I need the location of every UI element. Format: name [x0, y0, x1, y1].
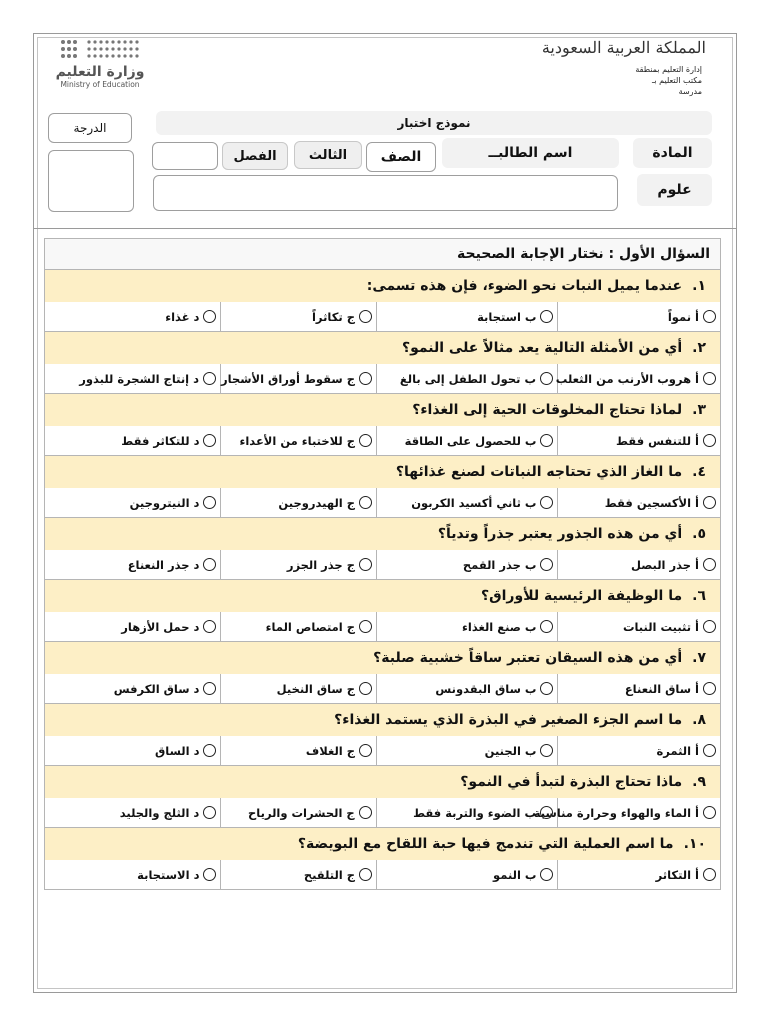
question-text: ما الغاز الذي تحتاجه النباتات لصنع غذائها؟	[395, 464, 683, 480]
option-label: أ نمواً	[667, 309, 699, 324]
options-row-6	[44, 612, 721, 642]
option-label: د الساق	[155, 743, 200, 758]
option-label: ج الهيدروجين	[278, 495, 356, 510]
section-label-box	[222, 142, 288, 170]
options-row-2	[44, 364, 721, 394]
option-c[interactable]	[220, 488, 376, 517]
option-label: أ جذر البصل	[630, 557, 699, 572]
option-label: ج للاختباء من الأعداء	[239, 433, 356, 448]
radio-circle-icon[interactable]	[203, 558, 216, 571]
radio-circle-icon[interactable]	[359, 744, 372, 757]
option-label: أ تثبيت النبات	[622, 619, 699, 634]
option-label: د النيتروجين	[129, 495, 200, 510]
question-10	[44, 828, 721, 860]
option-label: أ الثمرة	[656, 743, 699, 758]
class-label-box	[366, 142, 436, 172]
radio-circle-icon[interactable]	[359, 868, 372, 881]
option-c[interactable]	[220, 612, 376, 641]
option-d[interactable]	[45, 736, 220, 765]
option-a[interactable]	[557, 426, 720, 455]
option-label: ب ساق البقدونس	[435, 681, 537, 696]
options-row-1	[44, 302, 721, 332]
question-text: ما اسم الجزء الصغير في البذرة الذي يستمد الغذاء؟	[334, 712, 683, 728]
radio-circle-icon[interactable]	[359, 620, 372, 633]
kingdom-title: المملكة العربية السعودية	[541, 38, 706, 57]
radio-circle-icon[interactable]	[359, 372, 372, 385]
question-text: ماذا تحتاج البذرة لتبدأ في النمو؟	[460, 774, 683, 790]
option-c[interactable]	[220, 736, 376, 765]
question-number: ٢.	[692, 340, 706, 356]
question-text: ما الوظيفة الرئيسية للأوراق؟	[481, 588, 683, 604]
question-8	[44, 704, 721, 736]
option-b[interactable]	[376, 612, 557, 641]
option-a[interactable]	[557, 550, 720, 579]
section-input-box[interactable]	[152, 142, 218, 170]
question-number: ٣.	[692, 402, 706, 418]
option-label: ب النمو	[493, 867, 537, 882]
option-label: أ للتنفس فقط	[615, 433, 699, 448]
option-label: د الثلج والجليد	[119, 805, 200, 820]
radio-circle-icon[interactable]	[203, 620, 216, 633]
radio-circle-icon[interactable]	[703, 744, 716, 757]
option-b[interactable]	[376, 426, 557, 455]
radio-circle-icon[interactable]	[540, 558, 553, 571]
option-label: ج جذر الجزر	[286, 557, 356, 572]
option-label: ب صنع الغذاء	[462, 619, 537, 634]
option-a[interactable]	[557, 612, 720, 641]
option-label: د حمل الأزهار	[121, 619, 200, 634]
ministry-logo-icon	[57, 38, 143, 62]
radio-circle-icon[interactable]	[703, 372, 716, 385]
option-d[interactable]	[45, 426, 220, 455]
option-label: أ الماء والهواء وحرارة مناسبة	[533, 805, 699, 820]
option-label: د ساق الكرفس	[113, 681, 200, 696]
option-b[interactable]	[376, 860, 557, 889]
option-label: أ التكاثر	[655, 867, 699, 882]
radio-circle-icon[interactable]	[703, 558, 716, 571]
question-4	[44, 456, 721, 488]
option-b[interactable]	[376, 736, 557, 765]
option-label: د غذاء	[165, 309, 200, 324]
radio-circle-icon[interactable]	[359, 434, 372, 447]
option-label: ج الحشرات والرياح	[248, 805, 355, 820]
option-c[interactable]	[220, 798, 375, 827]
question-5	[44, 518, 721, 550]
options-row-8	[44, 736, 721, 766]
question-text: لماذا تحتاج المخلوقات الحية إلى الغذاء؟	[412, 402, 683, 418]
radio-circle-icon[interactable]	[203, 682, 216, 695]
student-name-input[interactable]	[153, 175, 618, 211]
radio-circle-icon[interactable]	[703, 434, 716, 447]
exam-title: نموذج اختبار	[397, 116, 471, 130]
question-number: ٥.	[692, 526, 706, 542]
ministry-name-arabic: وزارة التعليم	[55, 64, 145, 80]
option-b[interactable]	[376, 364, 557, 393]
option-c[interactable]	[220, 302, 376, 331]
option-label: ب استجابة	[477, 309, 537, 324]
option-d[interactable]	[45, 302, 220, 331]
admin-line-education-dept: إدارة التعليم بمنطقة	[635, 65, 702, 74]
radio-circle-icon[interactable]	[703, 806, 716, 819]
option-label: ج سقوط أوراق الأشجار	[221, 371, 356, 386]
ministry-name-english: Ministry of Education	[60, 80, 140, 89]
question-number: ١٠.	[683, 836, 706, 852]
radio-circle-icon[interactable]	[703, 868, 716, 881]
question-number: ٧.	[692, 650, 706, 666]
option-d[interactable]	[45, 674, 220, 703]
option-c[interactable]	[220, 364, 376, 393]
option-a[interactable]	[557, 302, 720, 331]
options-row-9	[44, 798, 721, 828]
question-3	[44, 394, 721, 426]
question-text: أي من هذه السيقان تعتبر ساقاً خشبية صلبة؟	[373, 650, 683, 666]
question-number: ٨.	[692, 712, 706, 728]
option-label: أ الأكسجين فقط	[604, 495, 699, 510]
options-row-5	[44, 550, 721, 580]
option-label: ب الجنين	[484, 743, 537, 758]
option-b[interactable]	[376, 488, 557, 517]
option-d[interactable]	[45, 488, 220, 517]
option-c[interactable]	[220, 426, 376, 455]
question-number: ١.	[692, 278, 706, 294]
option-a[interactable]	[557, 674, 720, 703]
subject-label-box	[633, 138, 712, 168]
option-b[interactable]	[376, 798, 557, 827]
question-text: أي من هذه الجذور يعتبر جذراً وتدياً؟	[437, 526, 683, 542]
questions-table	[44, 238, 721, 890]
option-d[interactable]	[45, 612, 220, 641]
radio-circle-icon[interactable]	[540, 682, 553, 695]
grade-input-box[interactable]	[48, 150, 134, 212]
radio-circle-icon[interactable]	[540, 434, 553, 447]
option-label: ب للحصول على الطاقة	[404, 433, 537, 448]
options-row-3	[44, 426, 721, 456]
option-c[interactable]	[220, 860, 376, 889]
radio-circle-icon[interactable]	[540, 372, 553, 385]
question-1	[44, 270, 721, 302]
student-name-label-box	[442, 138, 619, 168]
section-title: السؤال الأول : نختار الإجابة الصحيحة	[44, 239, 721, 270]
class-value: الثالث	[308, 147, 348, 163]
radio-circle-icon[interactable]	[359, 806, 372, 819]
option-label: د الاستجابة	[137, 867, 200, 882]
option-label: ب ثاني أكسيد الكربون	[411, 495, 537, 510]
radio-circle-icon[interactable]	[359, 682, 372, 695]
radio-circle-icon[interactable]	[203, 744, 216, 757]
radio-circle-icon[interactable]	[540, 806, 553, 819]
radio-circle-icon[interactable]	[203, 806, 216, 819]
section-label: الفصل	[233, 148, 277, 164]
option-label: ب الضوء والتربة فقط	[413, 805, 536, 820]
subject-value-box	[637, 174, 712, 206]
option-d[interactable]	[45, 364, 220, 393]
radio-circle-icon[interactable]	[540, 310, 553, 323]
radio-circle-icon[interactable]	[703, 496, 716, 509]
student-name-label: اسم الطالبــ	[488, 145, 573, 161]
radio-circle-icon[interactable]	[203, 434, 216, 447]
grade-label: الدرجة	[73, 121, 107, 135]
subject-value: علوم	[657, 182, 692, 198]
radio-circle-icon[interactable]	[703, 620, 716, 633]
option-label: د للتكاثر فقط	[121, 433, 200, 448]
option-label: ج امتصاص الماء	[265, 619, 356, 634]
option-label: د جذر النعناع	[127, 557, 200, 572]
radio-circle-icon[interactable]	[203, 496, 216, 509]
options-row-4	[44, 488, 721, 518]
radio-circle-icon[interactable]	[203, 372, 216, 385]
option-c[interactable]	[220, 550, 376, 579]
radio-circle-icon[interactable]	[359, 558, 372, 571]
option-label: ب تحول الطفل إلى بالغ	[399, 371, 536, 386]
admin-line-school: مدرسة	[678, 87, 702, 96]
class-value-box	[294, 141, 362, 169]
option-b[interactable]	[376, 674, 557, 703]
question-text: أي من الأمثلة التالية يعد مثالاً على النمو؟	[402, 340, 683, 356]
question-6	[44, 580, 721, 612]
question-number: ٩.	[692, 774, 706, 790]
admin-lines	[635, 64, 702, 97]
option-a[interactable]	[533, 798, 720, 827]
radio-circle-icon[interactable]	[203, 868, 216, 881]
radio-circle-icon[interactable]	[359, 496, 372, 509]
option-a[interactable]	[557, 736, 720, 765]
subject-label: المادة	[652, 145, 693, 161]
class-label: الصف	[380, 149, 422, 165]
option-a[interactable]	[557, 488, 720, 517]
radio-circle-icon[interactable]	[703, 682, 716, 695]
option-label: ج الغلاف	[305, 743, 356, 758]
radio-circle-icon[interactable]	[540, 744, 553, 757]
option-label: ج التلقيح	[303, 867, 356, 882]
option-label: ب جذر القمح	[462, 557, 537, 572]
question-number: ٦.	[692, 588, 706, 604]
radio-circle-icon[interactable]	[359, 310, 372, 323]
ministry-logo	[50, 38, 150, 100]
option-label: د إنتاج الشجرة للبذور	[79, 371, 200, 386]
question-7	[44, 642, 721, 674]
radio-circle-icon[interactable]	[540, 620, 553, 633]
option-a[interactable]	[557, 364, 720, 393]
header-separator	[33, 228, 737, 229]
option-b[interactable]	[376, 302, 557, 331]
option-d[interactable]	[45, 860, 220, 889]
questions-list	[44, 270, 721, 890]
option-label: أ هروب الأرنب من الثعلب	[555, 371, 699, 386]
options-row-10	[44, 860, 721, 890]
question-number: ٤.	[692, 464, 706, 480]
option-label: ج ساق النخيل	[276, 681, 356, 696]
radio-circle-icon[interactable]	[203, 310, 216, 323]
question-9	[44, 766, 721, 798]
option-label: أ ساق النعناع	[624, 681, 699, 696]
option-d[interactable]	[45, 550, 220, 579]
exam-title-box	[156, 111, 712, 135]
options-row-7	[44, 674, 721, 704]
option-a[interactable]	[557, 860, 720, 889]
radio-circle-icon[interactable]	[540, 868, 553, 881]
option-d[interactable]	[45, 798, 220, 827]
option-c[interactable]	[220, 674, 376, 703]
question-text: ما اسم العملية التي تندمج فيها حبة اللقاح مع البويضة؟	[297, 836, 674, 852]
question-text: عندما يميل النبات نحو الضوء، فإن هذه تسمى:	[366, 278, 683, 294]
radio-circle-icon[interactable]	[703, 310, 716, 323]
admin-line-education-office: مكتب التعليم بـ	[652, 76, 702, 85]
grade-label-box	[48, 113, 132, 143]
radio-circle-icon[interactable]	[540, 496, 553, 509]
option-label: ج تكاثراً	[311, 309, 356, 324]
option-b[interactable]	[376, 550, 557, 579]
question-2	[44, 332, 721, 364]
